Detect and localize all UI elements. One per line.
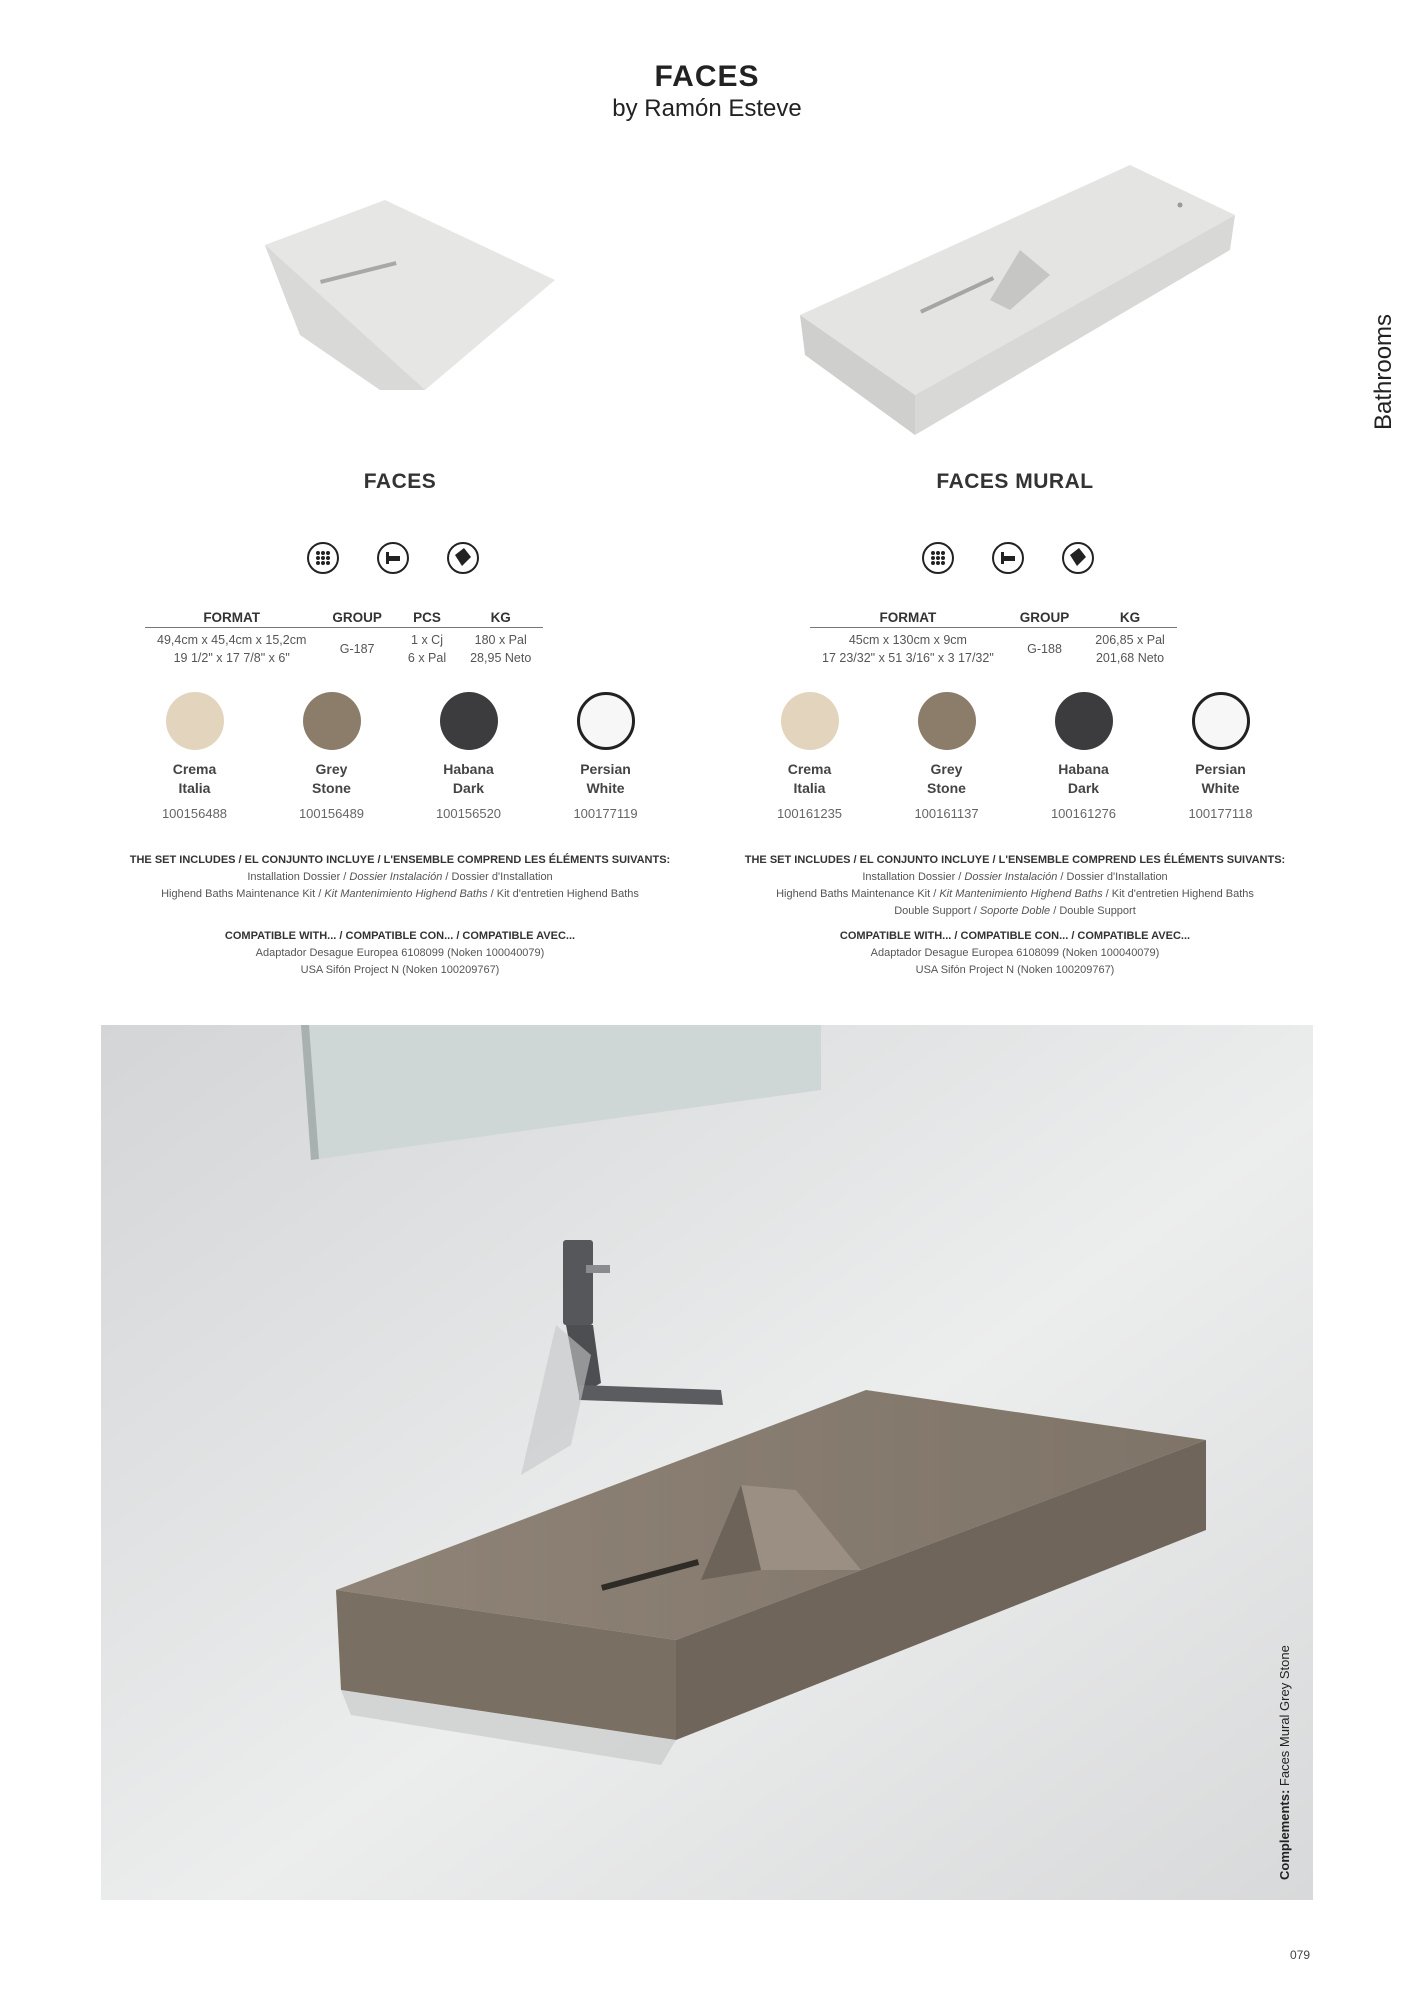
product-faces [90, 470, 710, 990]
finish-swatches [126, 692, 674, 821]
swatch-code: 100161276 [1050, 806, 1117, 821]
set-includes: THE SET INCLUDES / EL CONJUNTO INCLUYE / L'ENSEMBLE COMPREND LES ÉLÉMENTS SUIVANTS: Installation Dossier / Dossier Instalación / Dossier d'Installation Highend Baths Maintenance Kit / Kit Mantenimiento Highend Baths / Kit d'entretien Highend Baths Double Support / Soporte Doble / Double Support [744, 854, 1286, 917]
cell-pcs: 1 x Cj 6 x Pal [407, 633, 447, 665]
section-side-label: Bathrooms [1370, 313, 1397, 430]
wall-mount-icon [992, 542, 1024, 574]
cell-group: G-187 [339, 642, 375, 656]
swatch-dot [166, 692, 224, 750]
cell-format: 49,4cm x 45,4cm x 15,2cm 19 1/2" x 17 7/8" x 6" [157, 633, 307, 665]
swatch-code: 100156488 [161, 806, 228, 821]
swatch-code: 100161235 [776, 806, 843, 821]
swatch-code: 100156489 [298, 806, 365, 821]
bathroom-scene-illustration [101, 1025, 1313, 1900]
product-icons [307, 542, 479, 574]
wall-mount-icon [377, 542, 409, 574]
lifestyle-photo [101, 1025, 1313, 1900]
page-title: FACES [654, 60, 760, 93]
swatch-dot [918, 692, 976, 750]
col-format: FORMAT [810, 610, 1006, 628]
faces-basin-image [240, 185, 570, 400]
swatch-code: 100177119 [573, 806, 638, 821]
page-subtitle: by Ramón Esteve [612, 95, 802, 122]
photo-credit: Complements: Faces Mural Grey Stone [1277, 1645, 1292, 1880]
product-faces-mural [705, 470, 1325, 990]
cell-format: 45cm x 130cm x 9cm 17 23/32" x 51 3/16" x 3 17/32" [822, 633, 994, 665]
swatch-persian-white: Persian White 100177118 [1152, 692, 1289, 821]
faces-mural-basin-image [795, 160, 1240, 435]
swatch-dot [781, 692, 839, 750]
col-group: GROUP [1006, 610, 1084, 628]
compatible-with: COMPATIBLE WITH... / COMPATIBLE CON... / COMPATIBLE AVEC... Adaptador Desague Europea 6108099 (Noken 100040079) USA Sifón Project N (Noken 100209767) [839, 930, 1191, 976]
stone-material-icon [447, 542, 479, 574]
swatch-dot [577, 692, 635, 750]
product-icons [922, 542, 1094, 574]
col-format: FORMAT [145, 610, 318, 628]
anti-slip-dots-icon [307, 542, 339, 574]
finish-swatches [741, 692, 1289, 821]
compatible-with: COMPATIBLE WITH... / COMPATIBLE CON... / COMPATIBLE AVEC... Adaptador Desague Europea 6108099 (Noken 100040079) USA Sifón Project N (Noken 100209767) [224, 930, 576, 976]
product-name: FACES [363, 470, 437, 493]
swatch-habana-dark: Habana Dark 100161276 [1015, 692, 1152, 821]
col-pcs: PCS [396, 610, 458, 628]
swatch-grey-stone: Grey Stone 100161137 [878, 692, 1015, 821]
col-group: GROUP [318, 610, 396, 628]
swatch-crema-italia: Crema Italia 100156488 [126, 692, 263, 821]
swatch-code: 100156520 [435, 806, 502, 821]
swatch-crema-italia: Crema Italia 100161235 [741, 692, 878, 821]
swatch-grey-stone: Grey Stone 100156489 [263, 692, 400, 821]
cell-group: G-188 [1027, 642, 1062, 656]
swatch-habana-dark: Habana Dark 100156520 [400, 692, 537, 821]
anti-slip-dots-icon [922, 542, 954, 574]
col-kg: KG [1083, 610, 1177, 628]
col-kg: KG [458, 610, 543, 628]
swatch-dot [440, 692, 498, 750]
cell-kg: 206,85 x Pal 201,68 Neto [1095, 633, 1165, 665]
swatch-code: 100177118 [1188, 806, 1253, 821]
stone-material-icon [1062, 542, 1094, 574]
cell-kg: 180 x Pal 28,95 Neto [470, 633, 532, 665]
swatch-dot [1192, 692, 1250, 750]
product-name: FACES MURAL [936, 470, 1094, 493]
swatch-dot [303, 692, 361, 750]
swatch-persian-white: Persian White 100177119 [537, 692, 674, 821]
spec-table [145, 610, 543, 670]
swatch-code: 100161137 [914, 806, 979, 821]
spec-table [810, 610, 1177, 670]
set-includes: THE SET INCLUDES / EL CONJUNTO INCLUYE / L'ENSEMBLE COMPREND LES ÉLÉMENTS SUIVANTS: Installation Dossier / Dossier Instalación / Dossier d'Installation Highend Baths Maintenance Kit / Kit Mantenimiento Highend Baths / Kit d'entretien Highend Baths [129, 854, 671, 900]
swatch-dot [1055, 692, 1113, 750]
page-number: 079 [1290, 1948, 1311, 1962]
